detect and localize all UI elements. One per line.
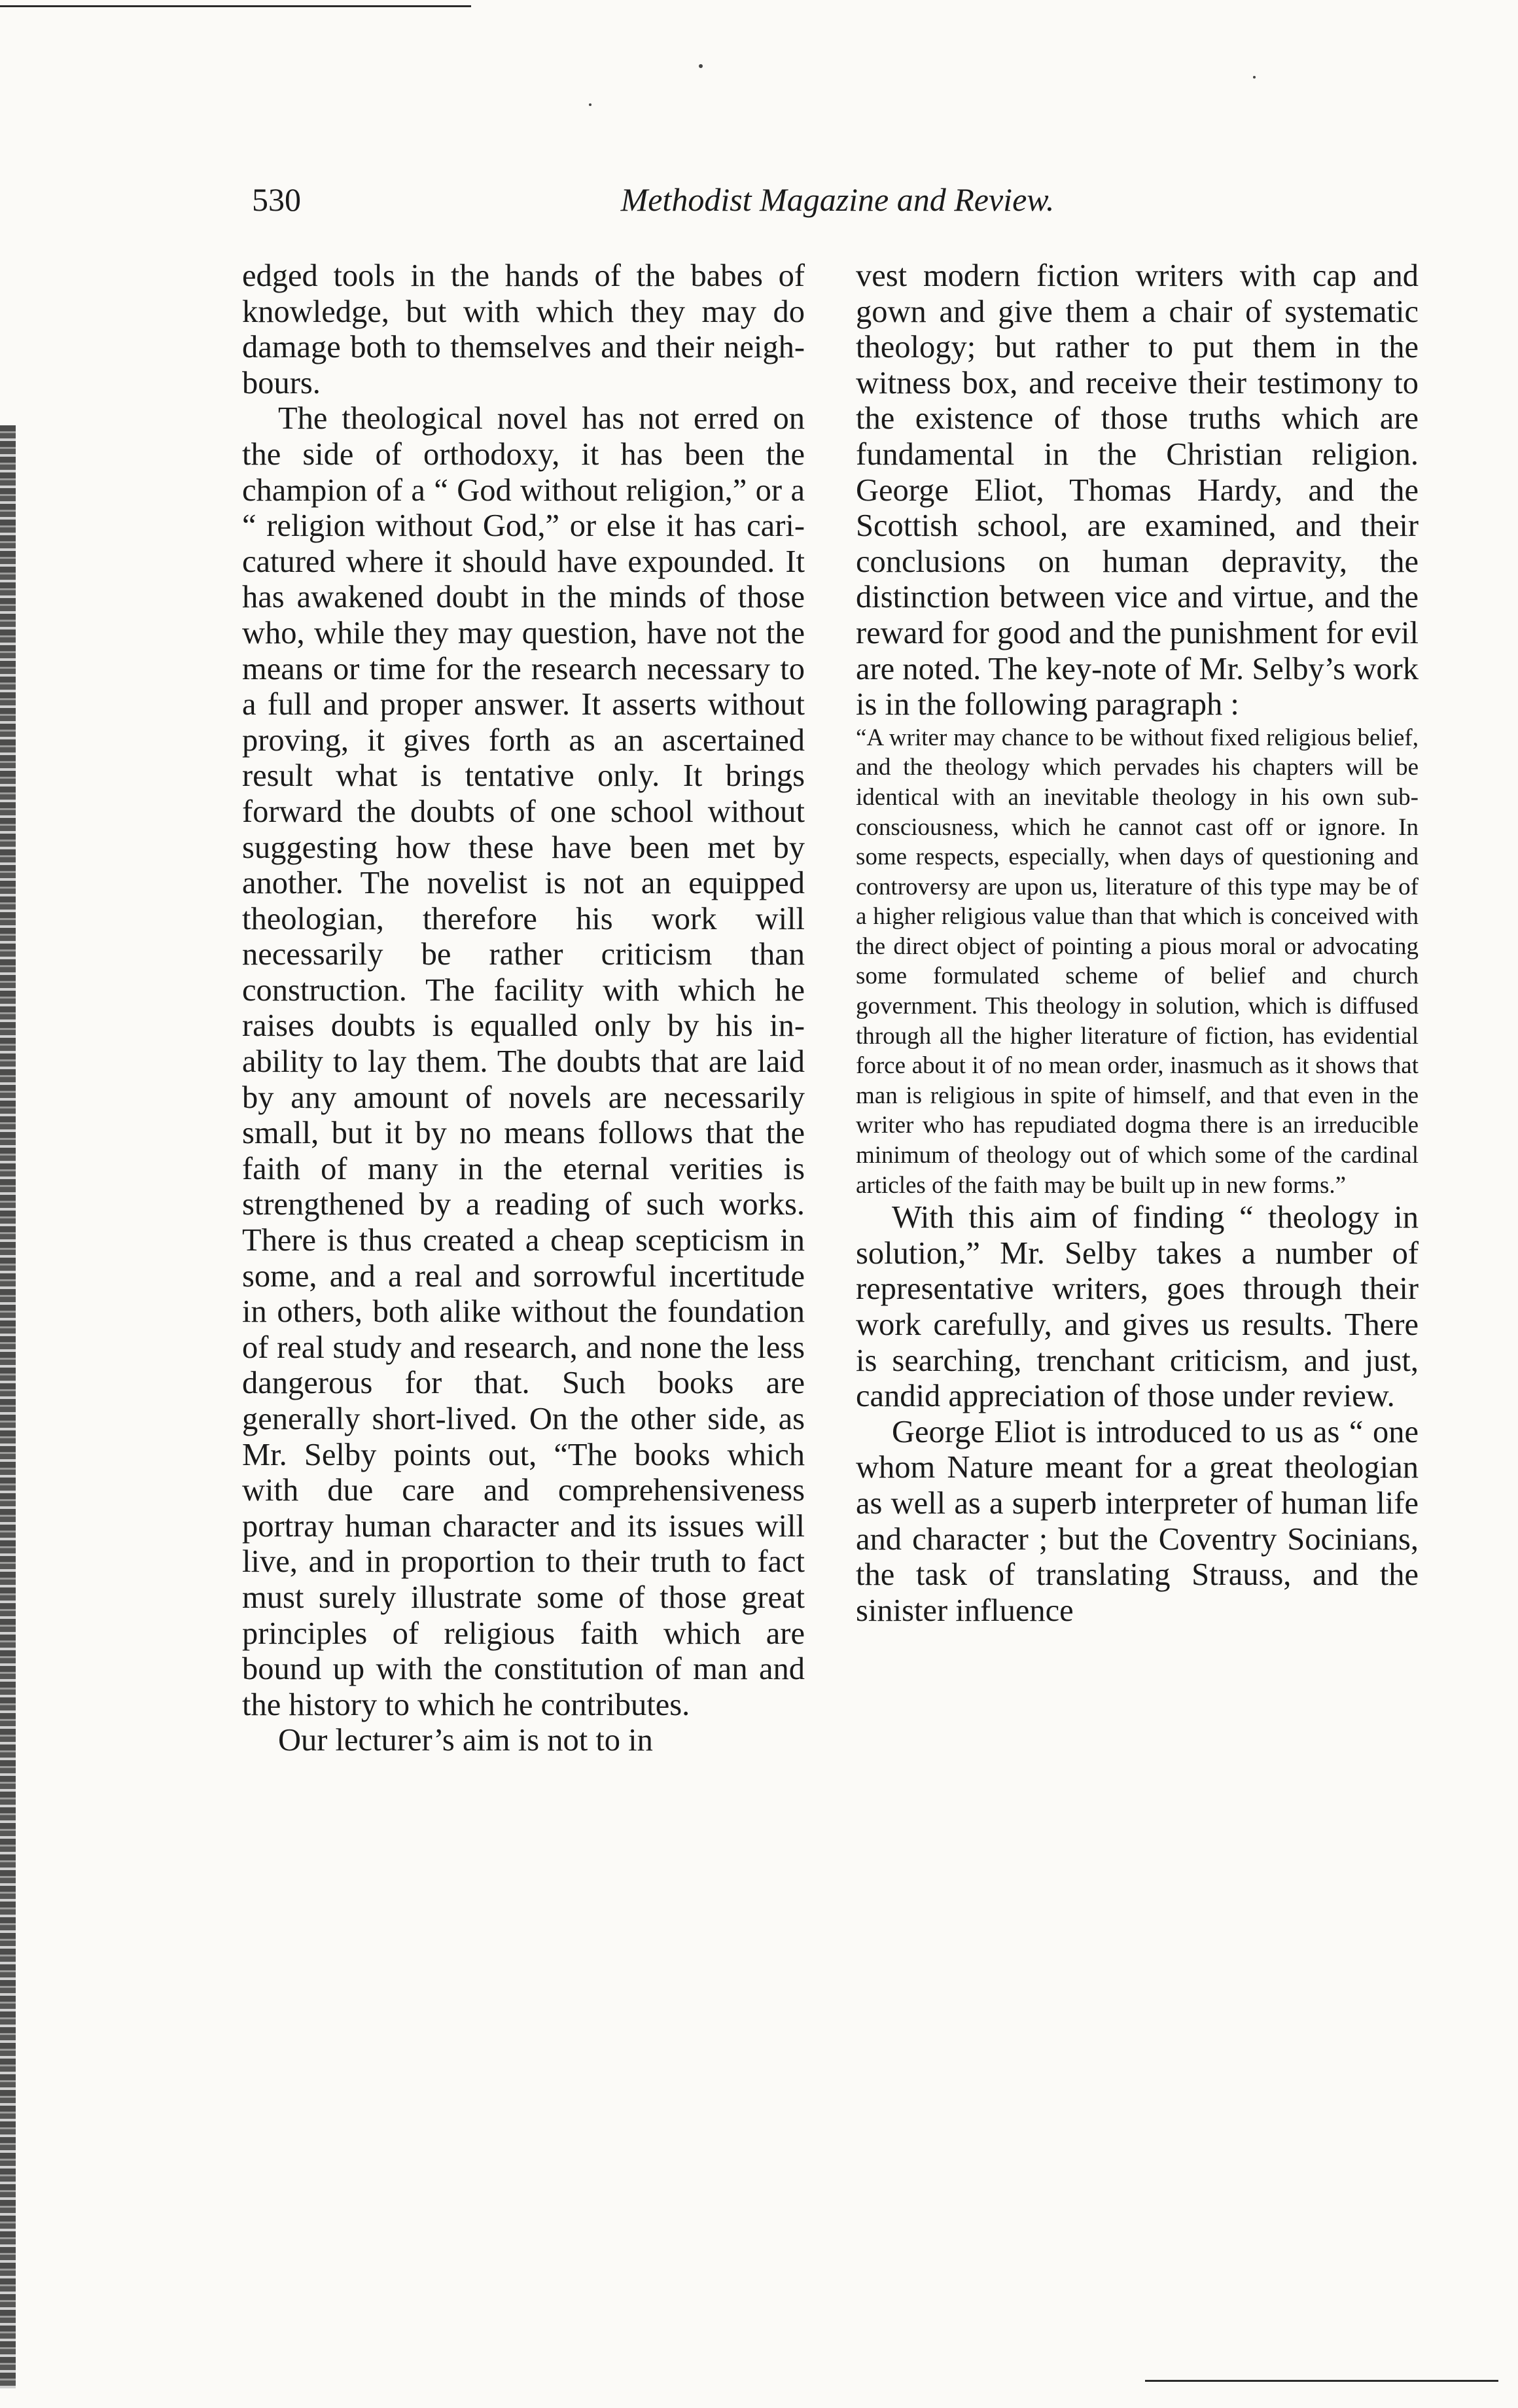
bottom-rule bbox=[1145, 2380, 1498, 2382]
scan-edge-shadow bbox=[0, 425, 16, 2388]
scan-speck bbox=[589, 103, 591, 106]
paragraph: The theological novel has not erred on the side of orthodoxy, it has been the champion of a “ God without religion,” or a “ religion without God,” or else it has caricatured where it should have expounded. It has awakened doubt in the minds of those who, while they may question, have not the means or time for the research necessary to a full and proper answer. It asserts without proving, it gives forth as an ascertained result what is tentative only. It brings forward the doubts of one school without suggesting how these have been met by another. The novelist is not an equipped theologian, therefore his work will necessarily be rather criticism than construction. The facility with which he raises doubts is equalled only by his inability to lay them. The doubts that are laid by any amount of novels are necessarily small, but it by no means follows that the faith of many in the eternal verities is strengthened by a reading of such works. There is thus created a cheap scepticism in some, and a real and sorrowful incertitude in others, both alike without the foundation of real study and research, and none the less dangerous for that. Such books are generally short-lived. On the other side, as Mr. Selby points out, “The books which with due care and comprehensiveness portray human character and its issues will live, and in proportion to their truth to fact must surely illustrate some of those great principles of religious faith which are bound up with the constitution of man and the history to which he contributes. bbox=[242, 401, 805, 1722]
right-column bbox=[856, 258, 1419, 1629]
paragraph: George Eliot is introduced to us as “ one whom Nature meant for a great theologian as well as a superb interpreter of human life and character ; but the Coventry Socinians, the task of translating Strauss, and the sinister influence bbox=[856, 1414, 1419, 1628]
left-column bbox=[242, 258, 805, 1759]
paragraph: vest modern fiction writers with cap and gown and give them a chair of systematic theology; but rather to put them in the witness box, and receive their testimony to the existence of those truths which are fundamental in the Christian religion. George Eliot, Thomas Hardy, and the Scottish school, are examined, and their conclusions on human depravity, the distinction between vice and virtue, and the reward for good and the punishment for evil are noted. The key-note of Mr. Selby’s work is in the following paragraph : bbox=[856, 258, 1419, 722]
paragraph: edged tools in the hands of the babes of knowledge, but with which they may do damage both to themselves and their neighbours. bbox=[242, 258, 805, 400]
page-number: 530 bbox=[252, 181, 301, 218]
paragraph: With this aim of finding “ theology in solution,” Mr. Selby takes a number of representative writers, goes through their work carefully, and gives us results. There is searching, trenchant criticism, and just, candid appreciation of those under review. bbox=[856, 1200, 1419, 1414]
top-rule bbox=[0, 5, 471, 7]
paragraph: Our lecturer’s aim is not to in bbox=[278, 1723, 653, 1758]
block-quote: “A writer may chance to be without fixed religious belief, and the theology which pervades his chapters will be identical with an inevitable theology in his own sub-consciousness, which he cannot cast off or ignore. In some respects, especially, when days of questioning and controversy are upon us, literature of this type may be of a higher religious value than that which is conceived with the direct object of pointing a pious moral or advocating some formulated scheme of belief and church government. This theology in solution, which is diffused through all the higher literature of fiction, has evidential force about it of no mean order, inasmuch as it shows that man is religious in spite of himself, and that even in the writer who has repudiated dogma there is an irreducible minimum of theology out of which some of the cardinal articles of the faith may be built up in new forms.” bbox=[856, 724, 1419, 1199]
scan-speck bbox=[1253, 76, 1256, 79]
scan-speck bbox=[699, 64, 703, 68]
page-header bbox=[252, 177, 1423, 236]
running-title: Methodist Magazine and Review. bbox=[620, 181, 1055, 218]
